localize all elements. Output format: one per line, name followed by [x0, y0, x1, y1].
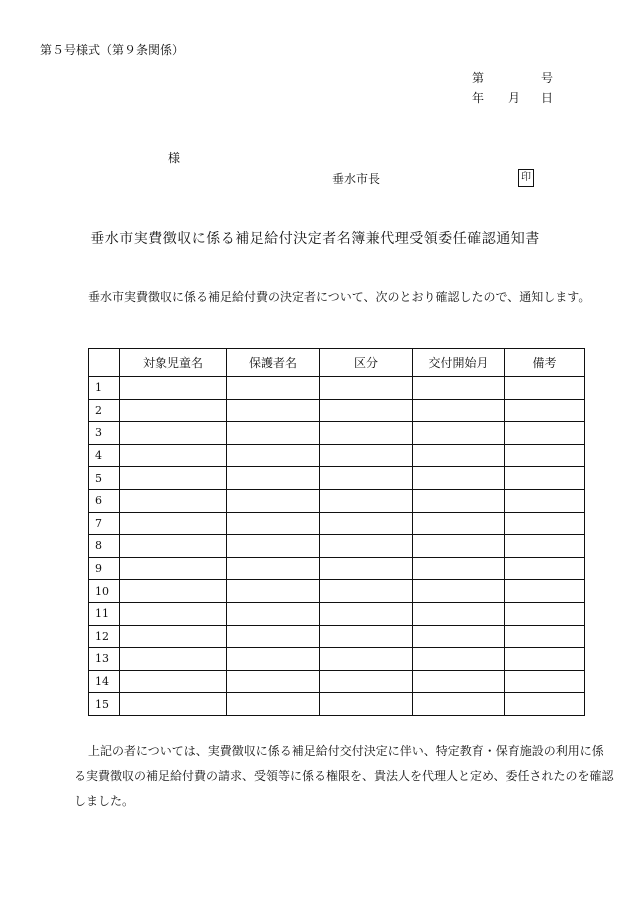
table-cell — [227, 444, 320, 467]
table-row — [89, 670, 585, 693]
table-cell — [320, 399, 413, 422]
table-cell — [320, 648, 413, 671]
table-cell — [505, 580, 585, 603]
table-cell — [227, 489, 320, 512]
table-row — [89, 399, 585, 422]
table-cell — [505, 422, 585, 445]
row-number: 1 — [89, 377, 120, 400]
table-cell — [505, 625, 585, 648]
table-cell — [320, 489, 413, 512]
column-header: 保護者名 — [227, 349, 320, 377]
table-row — [89, 489, 585, 512]
table-cell — [320, 422, 413, 445]
row-number: 15 — [89, 693, 120, 716]
table-row — [89, 422, 585, 445]
table-cell — [120, 693, 227, 716]
table-cell — [227, 377, 320, 400]
table-cell — [227, 602, 320, 625]
column-header: 備考 — [505, 349, 585, 377]
table-cell — [227, 512, 320, 535]
table-cell — [505, 489, 585, 512]
table-cell — [320, 377, 413, 400]
table-cell — [120, 557, 227, 580]
row-number: 10 — [89, 580, 120, 603]
table-cell — [227, 670, 320, 693]
table-row — [89, 580, 585, 603]
table-cell — [505, 467, 585, 490]
table-row — [89, 467, 585, 490]
table-cell — [320, 602, 413, 625]
table-cell — [320, 670, 413, 693]
table-cell — [227, 648, 320, 671]
column-header — [89, 349, 120, 377]
row-number: 7 — [89, 512, 120, 535]
table-row — [89, 444, 585, 467]
table-cell — [320, 535, 413, 558]
table-cell — [413, 557, 505, 580]
document-title: 垂水市実費徴収に係る補足給付決定者名簿兼代理受領委任確認通知書 — [90, 231, 540, 247]
table-cell — [320, 580, 413, 603]
table-cell — [120, 648, 227, 671]
table-body — [89, 377, 585, 716]
table-cell — [227, 580, 320, 603]
table-cell — [505, 670, 585, 693]
table-cell — [320, 467, 413, 490]
table-cell — [227, 399, 320, 422]
table-cell — [413, 602, 505, 625]
table-cell — [120, 489, 227, 512]
doc-number-prefix: 第 — [472, 71, 485, 85]
row-number: 14 — [89, 670, 120, 693]
table-cell — [120, 377, 227, 400]
table-cell — [227, 625, 320, 648]
table-cell — [413, 580, 505, 603]
table-cell — [413, 625, 505, 648]
table-header-row — [89, 349, 585, 377]
row-number: 11 — [89, 602, 120, 625]
table-cell — [505, 399, 585, 422]
table-cell — [120, 444, 227, 467]
row-number: 3 — [89, 422, 120, 445]
table-cell — [320, 625, 413, 648]
table-cell — [413, 670, 505, 693]
date-month-label: 月 — [508, 91, 521, 105]
table-row — [89, 602, 585, 625]
table-row — [89, 377, 585, 400]
table-cell — [413, 489, 505, 512]
row-number: 8 — [89, 535, 120, 558]
table-cell — [320, 693, 413, 716]
table-cell — [505, 648, 585, 671]
form-number: 第５号様式（第９条関係） — [40, 43, 185, 57]
seal-box: 印 — [518, 169, 534, 187]
table-cell — [413, 399, 505, 422]
table-cell — [505, 602, 585, 625]
row-number: 5 — [89, 467, 120, 490]
table-cell — [320, 444, 413, 467]
row-number: 9 — [89, 557, 120, 580]
intro-text: 垂水市実費徴収に係る補足給付費の決定者について、次のとおり確認したので、通知します。 — [88, 290, 591, 304]
table-cell — [413, 444, 505, 467]
table-cell — [413, 535, 505, 558]
doc-number-suffix: 号 — [541, 71, 554, 85]
recipient-table — [88, 348, 585, 716]
date-year-label: 年 — [472, 91, 485, 105]
table-row — [89, 557, 585, 580]
issuer-name: 垂水市長 — [332, 172, 381, 186]
row-number: 12 — [89, 625, 120, 648]
table-cell — [120, 602, 227, 625]
table-cell — [120, 535, 227, 558]
table-cell — [505, 557, 585, 580]
column-header: 対象児童名 — [120, 349, 227, 377]
table-cell — [505, 444, 585, 467]
table-row — [89, 693, 585, 716]
closing-text: 上記の者については、実費徴収に係る補足給付交付決定に伴い、特定教育・保育施設の利用に係る実費徴収の補足給付費の請求、受領等に係る権限を、貴法人を代理人と定め、委任されたのを確認しました。 — [74, 744, 614, 808]
table-cell — [227, 535, 320, 558]
table-cell — [413, 422, 505, 445]
column-header: 交付開始月 — [413, 349, 505, 377]
table-cell — [227, 467, 320, 490]
table-row — [89, 625, 585, 648]
table-cell — [505, 512, 585, 535]
row-number: 6 — [89, 489, 120, 512]
table-cell — [413, 648, 505, 671]
table-row — [89, 512, 585, 535]
row-number: 13 — [89, 648, 120, 671]
table-cell — [120, 467, 227, 490]
table-cell — [320, 512, 413, 535]
table-row — [89, 535, 585, 558]
table-cell — [120, 670, 227, 693]
table-row — [89, 648, 585, 671]
table-cell — [227, 422, 320, 445]
table-cell — [227, 557, 320, 580]
row-number: 2 — [89, 399, 120, 422]
table-cell — [413, 377, 505, 400]
table-cell — [120, 512, 227, 535]
table-cell — [320, 557, 413, 580]
row-number: 4 — [89, 444, 120, 467]
date-day-label: 日 — [541, 91, 554, 105]
table-cell — [413, 693, 505, 716]
addressee-honorific: 様 — [168, 151, 181, 165]
table-cell — [505, 535, 585, 558]
table-cell — [413, 467, 505, 490]
table-cell — [227, 693, 320, 716]
table-cell — [505, 377, 585, 400]
table-cell — [413, 512, 505, 535]
table-cell — [120, 580, 227, 603]
table-cell — [120, 625, 227, 648]
table-cell — [505, 693, 585, 716]
table-cell — [120, 399, 227, 422]
table-cell — [120, 422, 227, 445]
column-header: 区分 — [320, 349, 413, 377]
